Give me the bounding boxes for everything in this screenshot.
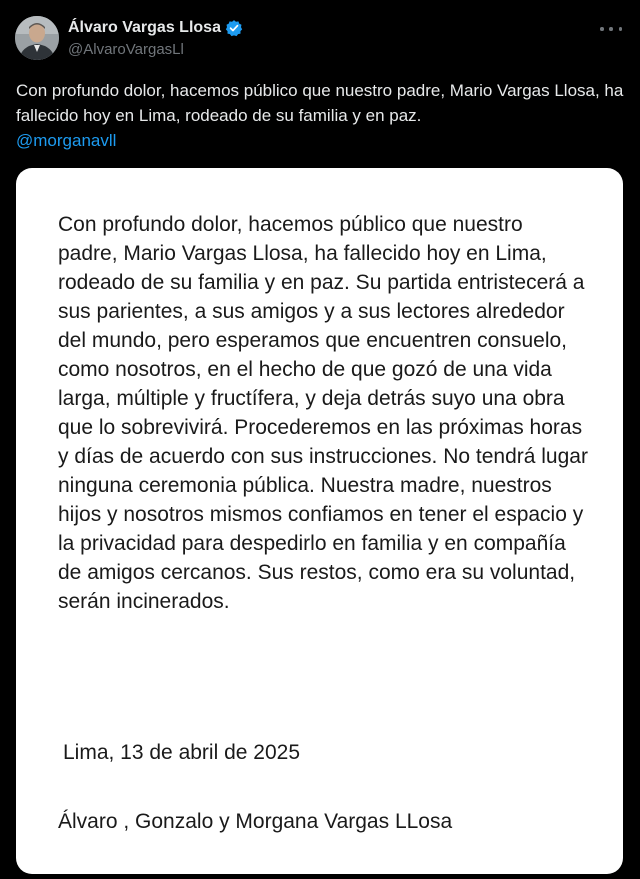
statement-signature: Álvaro , Gonzalo y Morgana Vargas LLosa [58, 810, 453, 833]
author-display-name[interactable]: Álvaro Vargas Llosa [68, 19, 221, 36]
avatar[interactable] [15, 16, 59, 60]
tweet-text [16, 78, 624, 153]
author-handle[interactable]: @AlvaroVargasLl [68, 41, 184, 58]
more-dot [609, 27, 613, 31]
author-block [68, 17, 243, 58]
verified-badge-icon[interactable] [225, 19, 243, 37]
tweet-body: Con profundo dolor, hacemos público que nuestro padre, Mario Vargas Llosa, ha fallecido hoy en Lima, rodeado de su familia y en paz. [16, 81, 624, 125]
mention-link[interactable]: @morganavll [16, 131, 117, 150]
more-dot [600, 27, 604, 31]
more-dot [619, 27, 623, 31]
name-row [68, 17, 243, 39]
profile-photo-icon [15, 16, 59, 60]
more-options-icon[interactable] [600, 22, 622, 36]
statement-text: Con profundo dolor, hacemos público que nuestro padre, Mario Vargas Llosa, ha fallecido hoy en Lima, rodeado de su familia y en paz. Su partida entristecerá a sus parientes, a sus amigos y a sus lectores alrededor del mundo, pero esperamos que encuentren consuelo, como nosotros, en el hecho de que gozó de una vida larga, múltiple y fructífera, y deja detrás suyo una obra que lo sobrevivirá. Procederemos en las próximas horas y días de acuerdo con sus instrucciones. No tendrá lugar ninguna ceremonia pública. Nuestra madre, nuestros hijos y nosotros mismos confiamos en tener el espacio y la privacidad para despedirlo en familia y en compañía de amigos cercanos. Sus restos, como era su voluntad, serán incinerados. [58, 213, 588, 613]
tweet-media-image[interactable] [16, 168, 623, 874]
statement-date: Lima, 13 de abril de 2025 [63, 741, 300, 764]
